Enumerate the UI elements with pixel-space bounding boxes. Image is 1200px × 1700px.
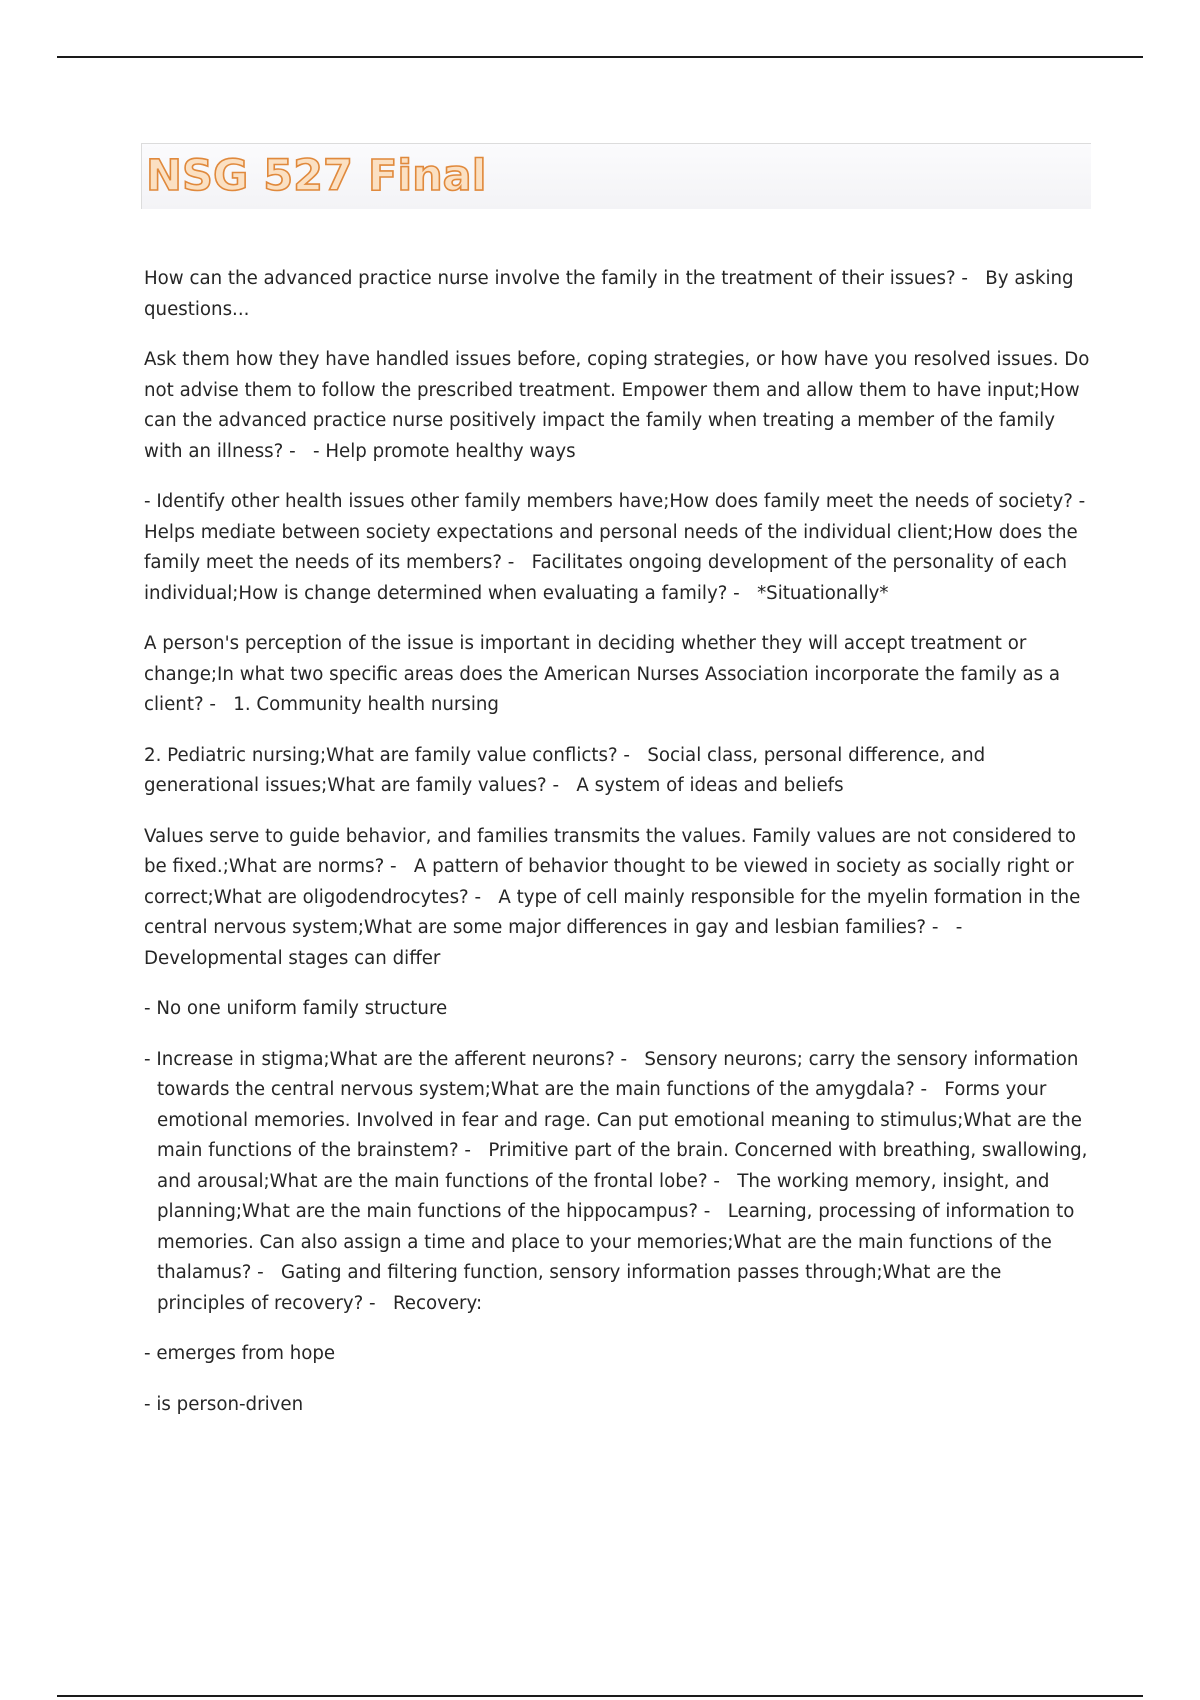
document-title: NSG 527 Final bbox=[146, 151, 487, 201]
paragraph: How can the advanced practice nurse involve the family in the treatment of their issues? - By asking questions... bbox=[144, 268, 1080, 320]
paragraph: - Identify other health issues other family members have;How does family meet the needs of society? - Helps mediate between society expectations and personal needs of the individual client;How does the family meet the needs of its members? - Facilitates ongoing development of the personality of each individual;How is change determined when evaluating a family? - *Situationally* bbox=[144, 491, 1103, 604]
paragraph: - emerges from hope bbox=[144, 1343, 336, 1364]
document-body bbox=[144, 264, 1103, 1440]
title-banner bbox=[141, 143, 1091, 209]
paragraph: Ask them how they have handled issues before, coping strategies, or how have you resolved issues. Do not advise them to follow the prescribed treatment. Empower them and allow them to have input;How can the advanced practice nurse positively impact the family when treating a member of the family with an illness? - - Help promote healthy ways bbox=[144, 349, 1096, 462]
paragraph: Values serve to guide behavior, and families transmits the values. Family values are not considered to be fixed.;What are norms? - A pattern of behavior thought to be viewed in society as socially right or correct;What are oligodendrocytes? - A type of cell mainly responsible for the myelin formation in the central nervous system;What are some major differences in gay and lesbian families? - - Developmental stages can differ bbox=[144, 825, 1087, 969]
bottom-divider bbox=[57, 1695, 1143, 1697]
paragraph: A person's perception of the issue is important in deciding whether they will accept treatment or change;In what two specific areas does the American Nurses Association incorporate the family as a client? - 1. Community health nursing bbox=[144, 633, 1066, 715]
paragraph: - is person-driven bbox=[144, 1393, 304, 1415]
paragraph: - Increase in stigma;What are the afferent neurons? - Sensory neurons; carry the sensory information towards the central nervous system;What are the main functions of the amygdala? - Forms your emotional memories. Involved in fear and rage. Can put emotional meaning to stimulus;What are the main functions of the brainstem? - Primitive part of the brain. Concerned with breathing, swallowing, and arousal;What are the main functions of the frontal lobe? - The working memory, insight, and planning;What are the main functions of the hippocampus? - Learning, processing of information to memories. Can also assign a time and place to your memories;What are the main functions of the thalamus? - Gating and filtering function, sensory information passes through;What are the principles of recovery? - Recovery: bbox=[144, 1048, 1094, 1314]
paragraph: - No one uniform family structure bbox=[144, 998, 448, 1019]
paragraph: 2. Pediatric nursing;What are family value conflicts? - Social class, personal difference, and generational issues;What are family values? - A system of ideas and beliefs bbox=[144, 744, 991, 796]
top-divider bbox=[57, 56, 1143, 58]
